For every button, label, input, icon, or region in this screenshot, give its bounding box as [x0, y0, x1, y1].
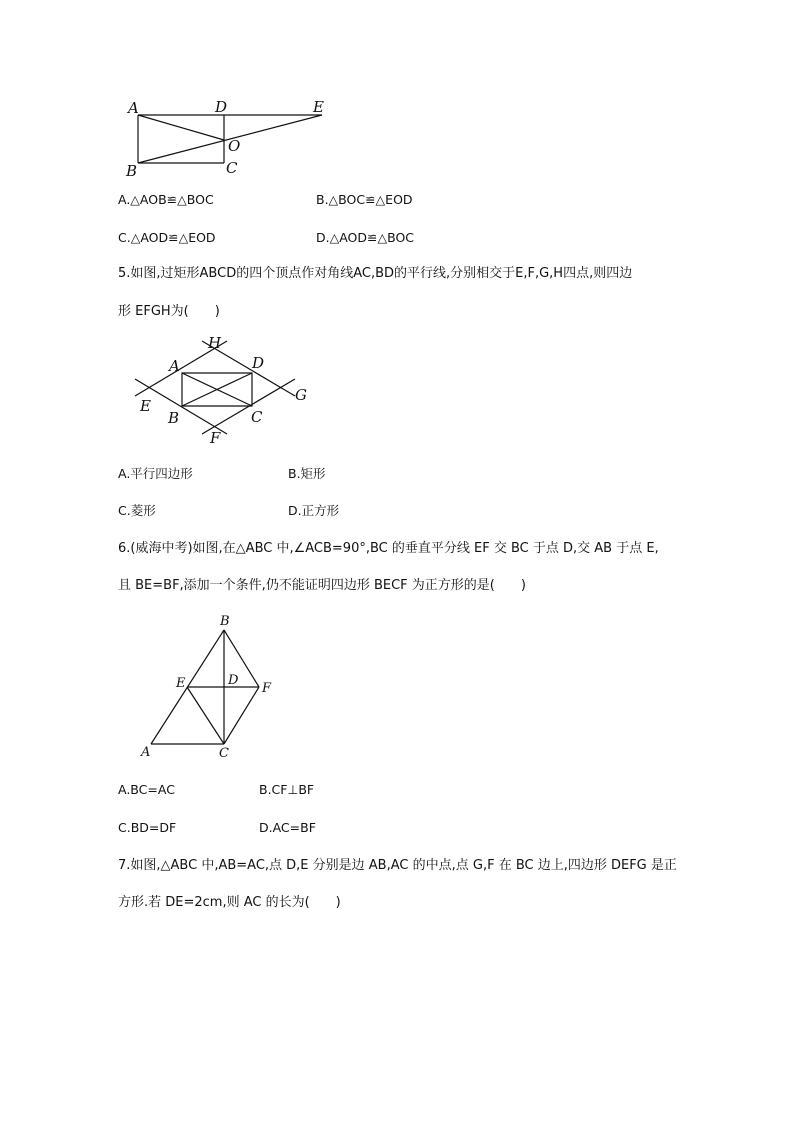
point-label-a: A	[128, 99, 139, 117]
q5-option-b: B.矩形	[288, 466, 326, 481]
point-label-a: A	[141, 745, 151, 760]
q5-stem-line1: 5.如图,过矩形ABCD的四个顶点作对角线AC,BD的平行线,分别相交于E,F,G,H四点,则四边	[118, 266, 633, 281]
q4-option-c: C.△AOD≌△EOD	[118, 230, 216, 245]
q5-option-d: D.正方形	[288, 503, 340, 518]
point-label-h: H	[208, 334, 222, 352]
q7-stem-line2: 方形.若 DE=2cm,则 AC 的长为( )	[118, 895, 341, 910]
point-label-d: D	[252, 354, 265, 372]
q6-stem-line1: 6.(威海中考)如图,在△ABC 中,∠ACB=90°,BC 的垂直平分线 EF 交 BC 于点 D,交 AB 于点 E,	[118, 541, 659, 556]
q5-option-c: C.菱形	[118, 503, 156, 518]
point-label-e: E	[140, 397, 151, 415]
q6-option-d: D.AC=BF	[259, 820, 316, 835]
q5-option-a: A.平行四边形	[118, 466, 193, 481]
segment-ec	[187, 687, 224, 744]
q5-stem-line2: 形 EFGH为( )	[118, 304, 220, 319]
point-label-d: D	[215, 98, 228, 116]
point-label-g: G	[295, 386, 307, 404]
point-label-b: B	[220, 614, 230, 629]
q6-option-b: B.CF⊥BF	[259, 782, 315, 797]
point-label-b: B	[126, 162, 138, 180]
q4-option-d: D.△AOD≌△BOC	[316, 230, 415, 245]
q6-option-c: C.BD=DF	[118, 820, 177, 835]
q4-option-b: B.△BOC≌△EOD	[316, 192, 413, 207]
point-label-a: A	[169, 357, 180, 375]
point-label-c: C	[219, 746, 229, 761]
point-label-f: F	[262, 681, 272, 696]
point-label-c: C	[251, 408, 263, 426]
point-label-e: E	[176, 676, 186, 691]
q6-stem-line2: 且 BE=BF,添加一个条件,仍不能证明四边形 BECF 为正方形的是( )	[118, 578, 526, 593]
point-label-o: O	[228, 137, 241, 155]
point-label-d: D	[228, 673, 239, 688]
segment-fc	[224, 687, 259, 744]
point-label-e: E	[313, 98, 324, 116]
point-label-b: B	[168, 409, 180, 427]
q4-option-a: A.△AOB≌△BOC	[118, 192, 214, 207]
point-label-f: F	[210, 429, 221, 447]
q6-option-a: A.BC=AC	[118, 782, 175, 797]
q7-stem-line1: 7.如图,△ABC 中,AB=AC,点 D,E 分别是边 AB,AC 的中点,点 G,F 在 BC 边上,四边形 DEFG 是正	[118, 858, 677, 873]
point-label-c: C	[226, 159, 238, 177]
